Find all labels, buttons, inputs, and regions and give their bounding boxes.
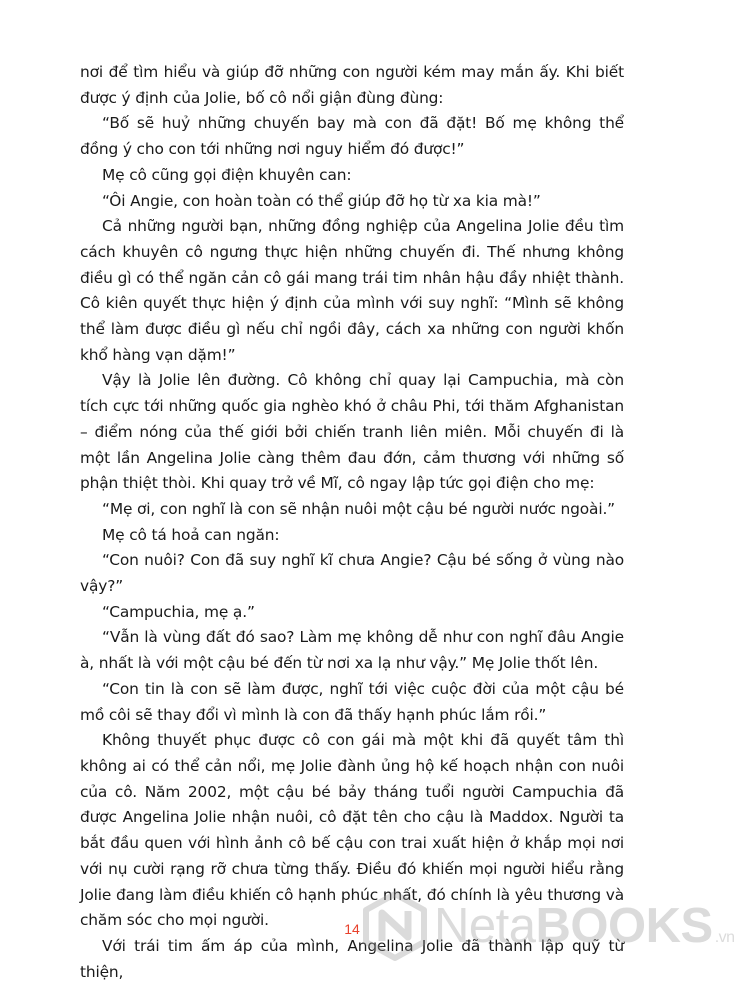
- paragraph: Mẹ cô tá hoả can ngăn:: [102, 525, 280, 544]
- paragraph: “Campuchia, mẹ ạ.”: [102, 602, 255, 621]
- body-text: [80, 60, 624, 985]
- paragraph: Không thuyết phục được cô con gái mà một khi đã quyết tâm thì không ai có thể cản nổi, mẹ Jolie đành ủng hộ kế hoạch nhận con nuôi của cô. Năm 2002, một cậu bé bảy tháng tuổi người Campuchia đã được Angelina Jolie nhận nuôi, cô đặt tên cho cậu là Maddox. Người ta bắt đầu quen với hình ảnh cô bế cậu con trai xuất hiện ở khắp mọi nơi với nụ cười rạng rỡ chưa từng thấy. Điều đó khiến mọi người hiểu rằng Jolie đang làm điều khiến cô hạnh phúc nhất, đó chính là yêu thương và chăm sóc cho mọi người.: [80, 731, 624, 930]
- page-number: 14: [344, 921, 360, 937]
- paragraph: “Vẫn là vùng đất đó sao? Làm mẹ không dễ như con nghĩ đâu Angie à, nhất là với một cậu bé đến từ nơi xa lạ như vậy.” Mẹ Jolie thốt lên.: [80, 628, 624, 673]
- watermark-brand-bold: BOOKS: [535, 899, 713, 953]
- watermark-suffix: .vn: [714, 929, 735, 946]
- paragraph: Mẹ cô cũng gọi điện khuyên can:: [102, 165, 352, 184]
- paragraph: “Bố sẽ huỷ những chuyến bay mà con đã đặt! Bố mẹ không thể đồng ý cho con tới những nơi nguy hiểm đó được!”: [80, 114, 624, 159]
- paragraph: “Con tin là con sẽ làm được, nghĩ tới việc cuộc đời của một cậu bé mồ côi sẽ thay đổi vì mình là con đã thấy hạnh phúc lắm rồi.”: [80, 679, 624, 724]
- paragraph: “Mẹ ơi, con nghĩ là con sẽ nhận nuôi một cậu bé người nước ngoài.”: [102, 499, 616, 518]
- paragraph: “Con nuôi? Con đã suy nghĩ kĩ chưa Angie? Cậu bé sống ở vùng nào vậy?”: [80, 551, 624, 596]
- paragraph: Vậy là Jolie lên đường. Cô không chỉ quay lại Campuchia, mà còn tích cực tới những quốc gia nghèo khó ở châu Phi, tới thăm Afghanistan – điểm nóng của thế giới bởi chiến tranh liên miên. Mỗi chuyến đi là một lần Angelina Jolie càng thêm đau đớn, cảm thương với những số phận thiệt thòi. Khi quay trở về Mĩ, cô ngay lập tức gọi điện cho mẹ:: [80, 371, 624, 493]
- paragraph: Với trái tim ấm áp của mình, Angelina Jolie đã thành lập quỹ từ thiện,: [80, 936, 624, 981]
- paragraph: “Ôi Angie, con hoàn toàn có thể giúp đỡ họ từ xa kia mà!”: [102, 191, 541, 210]
- watermark-text: [434, 898, 735, 954]
- paragraph: nơi để tìm hiểu và giúp đỡ những con người kém may mắn ấy. Khi biết được ý định của Jolie, bố cô nổi giận đùng đùng:: [80, 63, 624, 107]
- watermark: [360, 888, 735, 964]
- paragraph: Cả những người bạn, những đồng nghiệp của Angelina Jolie đều tìm cách khuyên cô ngưng thực hiện những chuyến đi. Thế nhưng không điều gì có thể ngăn cản cô gái mang trái tim nhân hậu đầy nhiệt thành. Cô kiên quyết thực hiện ý định của mình với suy nghĩ: “Mình sẽ không thể làm được điều gì nếu chỉ ngồi đây, cách xa những con người khốn khổ hàng vạn dặm!”: [80, 217, 624, 364]
- netabooks-logo-icon: [360, 891, 430, 961]
- watermark-brand-light: Neta: [434, 899, 536, 953]
